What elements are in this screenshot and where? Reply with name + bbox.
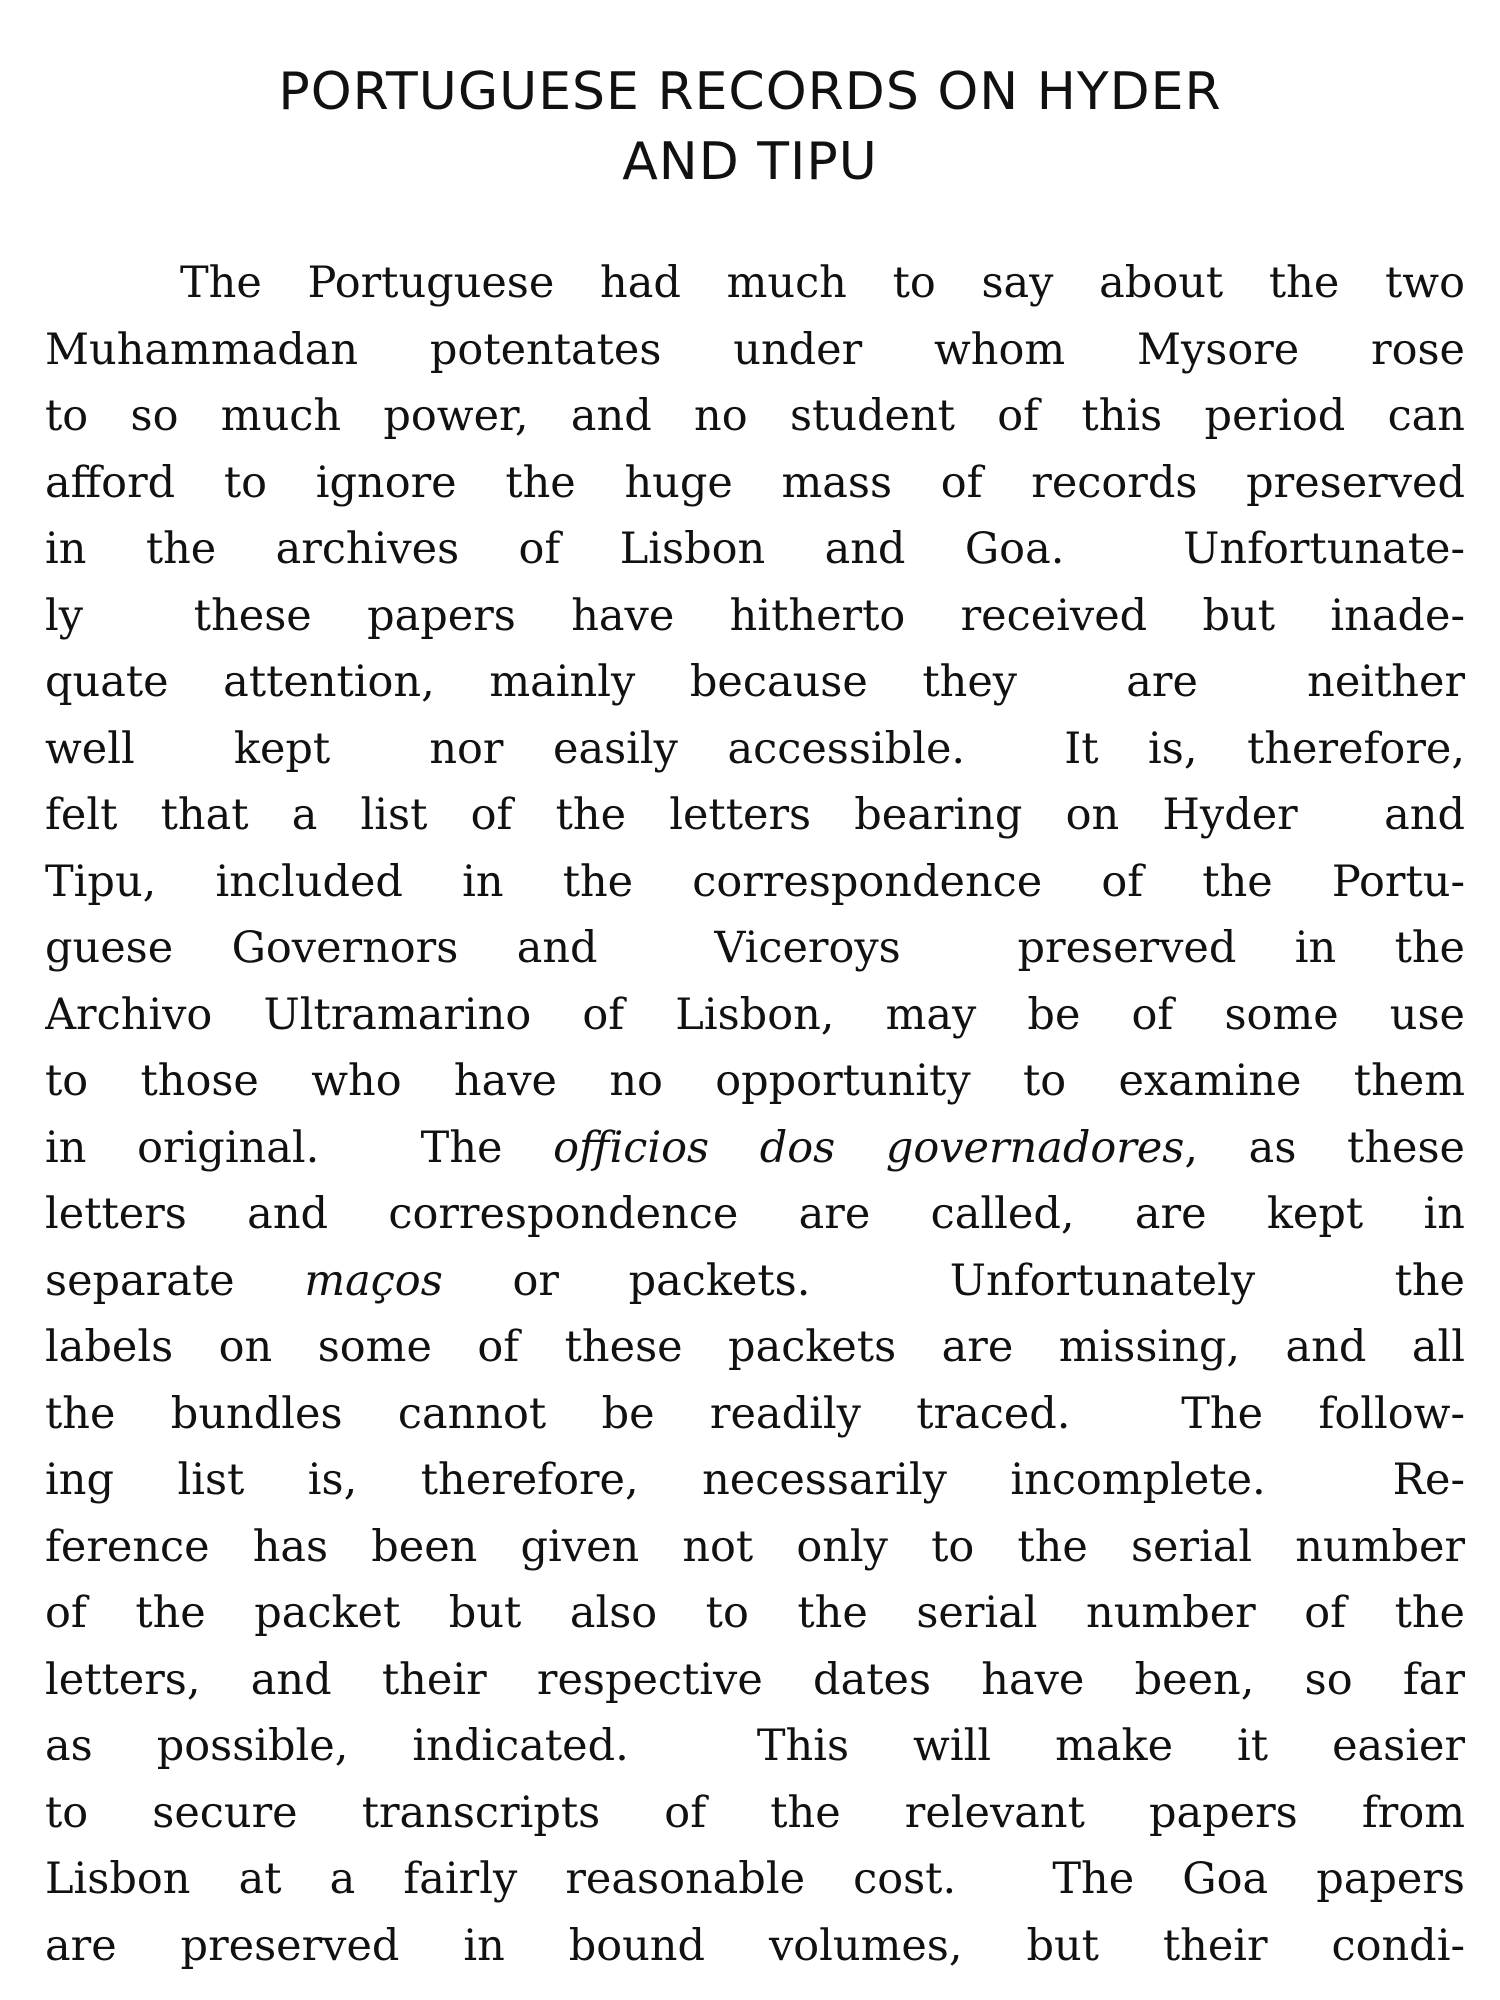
text-line: afford to ignore the huge mass of records preserved: [45, 457, 1465, 508]
text-line: separate maços or packets. Unfortunately the: [45, 1255, 1465, 1306]
text-line: to those who have no opportunity to examine them: [45, 1056, 1465, 1106]
text-line: Archivo Ultramarino of Lisbon, may be of some use: [45, 989, 1465, 1040]
text-line: quate attention, mainly because they are neither: [45, 657, 1465, 707]
text-line: as possible, indicated. This will make it easier: [45, 1721, 1465, 1771]
text-line: felt that a list of the letters bearing on Hyder and: [45, 790, 1465, 840]
text-line: ly these papers have hitherto received but inade-: [45, 590, 1465, 641]
text-line: are preserved in bound volumes, but their condi-: [45, 1920, 1465, 1971]
text-line: in original. The officios dos governadores, as these: [45, 1122, 1465, 1173]
text-line: the bundles cannot be readily traced. The follow-: [45, 1388, 1465, 1439]
text-line: Muhammadan potentates under whom Mysore rose: [45, 324, 1465, 375]
body-paragraph: [45, 250, 1465, 1979]
text-line: in the archives of Lisbon and Goa. Unfortunate-: [45, 524, 1465, 574]
text-line: The Portuguese had much to say about the two: [180, 258, 1465, 308]
text-line: Lisbon at a fairly reasonable cost. The Goa papers: [45, 1854, 1465, 1904]
text-line: ing list is, therefore, necessarily incomplete. Re-: [45, 1455, 1465, 1505]
text-line: Tipu, included in the correspondence of the Portu-: [45, 856, 1465, 907]
text-line: guese Governors and Viceroys preserved in the: [45, 923, 1465, 973]
page-title-line-2: AND TIPU: [622, 132, 878, 192]
text-line: to secure transcripts of the relevant papers from: [45, 1787, 1465, 1838]
italic-term: maços: [304, 1255, 443, 1306]
text-line: well kept nor easily accessible. It is, therefore,: [45, 723, 1465, 774]
text-line: of the packet but also to the serial number of the: [45, 1588, 1465, 1638]
text-line: letters, and their respective dates have been, so far: [45, 1654, 1465, 1705]
text-line: labels on some of these packets are missing, and all: [45, 1322, 1465, 1372]
text-line: ference has been given not only to the serial number: [45, 1521, 1465, 1572]
text-line: to so much power, and no student of this period can: [45, 391, 1465, 441]
page-title-line-1: PORTUGUESE RECORDS ON HYDER: [278, 62, 1222, 122]
italic-term: officios dos governadores: [553, 1122, 1185, 1173]
text-line: letters and correspondence are called, are kept in: [45, 1189, 1465, 1239]
